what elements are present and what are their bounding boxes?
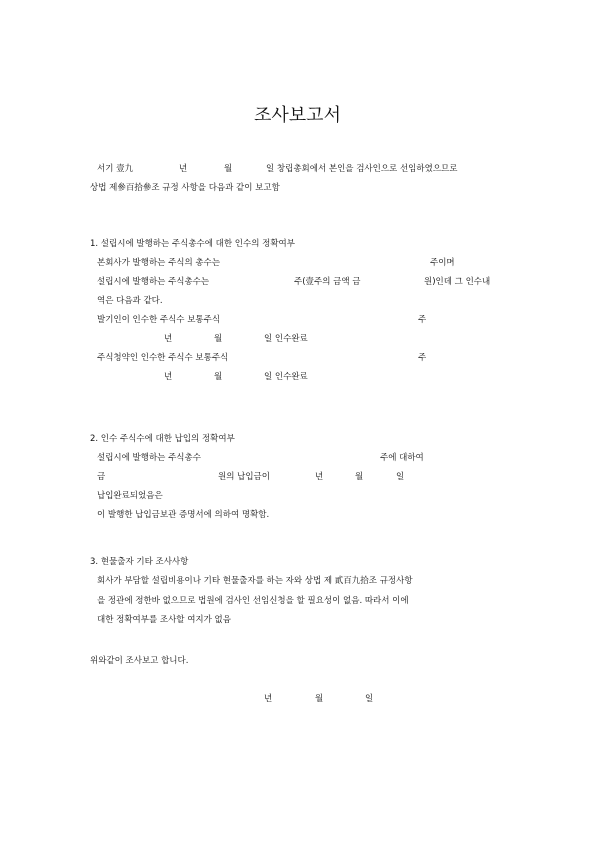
body-text: 주이며 [430, 258, 455, 268]
body-text: 일 [396, 472, 405, 482]
intro-text: 서기 壹九 [97, 164, 134, 174]
date-year: 년 [264, 694, 273, 704]
body-text: 주에 대하여 [380, 453, 424, 463]
body-text: 월 [355, 472, 364, 482]
body-text: 납입완료되었음은 [97, 491, 163, 501]
intro-text: 년 [179, 164, 188, 174]
intro-text: 일 창립총회에서 본인을 검사인으로 선임하였으므로 [266, 164, 458, 174]
body-text: 발기인이 인수한 주식수 보통주식 [97, 315, 221, 325]
body-text: 금 [97, 472, 106, 482]
body-text: 이 발행한 납입금보관 증명서에 의하여 명확함. [97, 510, 270, 520]
body-text: 주 [418, 315, 427, 325]
page-title: 조사보고서 [254, 105, 341, 126]
section-heading: 1. 설립시에 발행하는 주식총수에 대한 인수의 정확여부 [90, 239, 295, 249]
section-heading: 2. 인수 주식수에 대한 납입의 정확여부 [90, 434, 235, 444]
body-text: 원)인데 그 인수내 [424, 277, 491, 287]
date-day: 일 [365, 694, 374, 704]
body-text: 월 [214, 334, 223, 344]
body-text: 회사가 부담할 설립비용이나 기타 현물출자를 하는 자와 상법 제 貳百九拾조 규정사항 [97, 576, 413, 586]
date-month: 월 [315, 694, 324, 704]
body-text: 월 [214, 372, 223, 382]
body-text: 주(壹주의 금액 금 [294, 277, 361, 287]
body-text: 역은 다음과 같다. [97, 296, 163, 306]
body-text: 년 [164, 334, 173, 344]
body-text: 원의 납입금이 [218, 472, 270, 482]
body-text: 년 [164, 372, 173, 382]
body-text: 설립시에 발행하는 주식총수는 [97, 277, 210, 287]
body-text: 일 인수완료 [264, 334, 308, 344]
body-text: 본회사가 발행하는 주식의 총수는 [97, 258, 221, 268]
intro-text: 월 [224, 164, 233, 174]
body-text: 일 인수완료 [264, 372, 308, 382]
intro-text: 상법 제參百拾參조 규정 사항을 다음과 같이 보고함 [90, 183, 280, 193]
body-text: 주식청약인 인수한 주식수 보통주식 [97, 353, 229, 363]
section-heading: 3. 현물출자 기타 조사사항 [90, 557, 189, 567]
body-text: 대한 정확여부를 조사할 여지가 없음 [97, 615, 231, 625]
body-text: 을 정관에 정한바 없으므로 법원에 검사인 선임신청을 할 필요성이 없음. 따라서 이에 [97, 596, 409, 606]
body-text: 설립시에 발행하는 주식총수 [97, 453, 201, 463]
closing-text: 위와같이 조사보고 합니다. [90, 656, 189, 666]
body-text: 년 [315, 472, 324, 482]
body-text: 주 [418, 353, 427, 363]
